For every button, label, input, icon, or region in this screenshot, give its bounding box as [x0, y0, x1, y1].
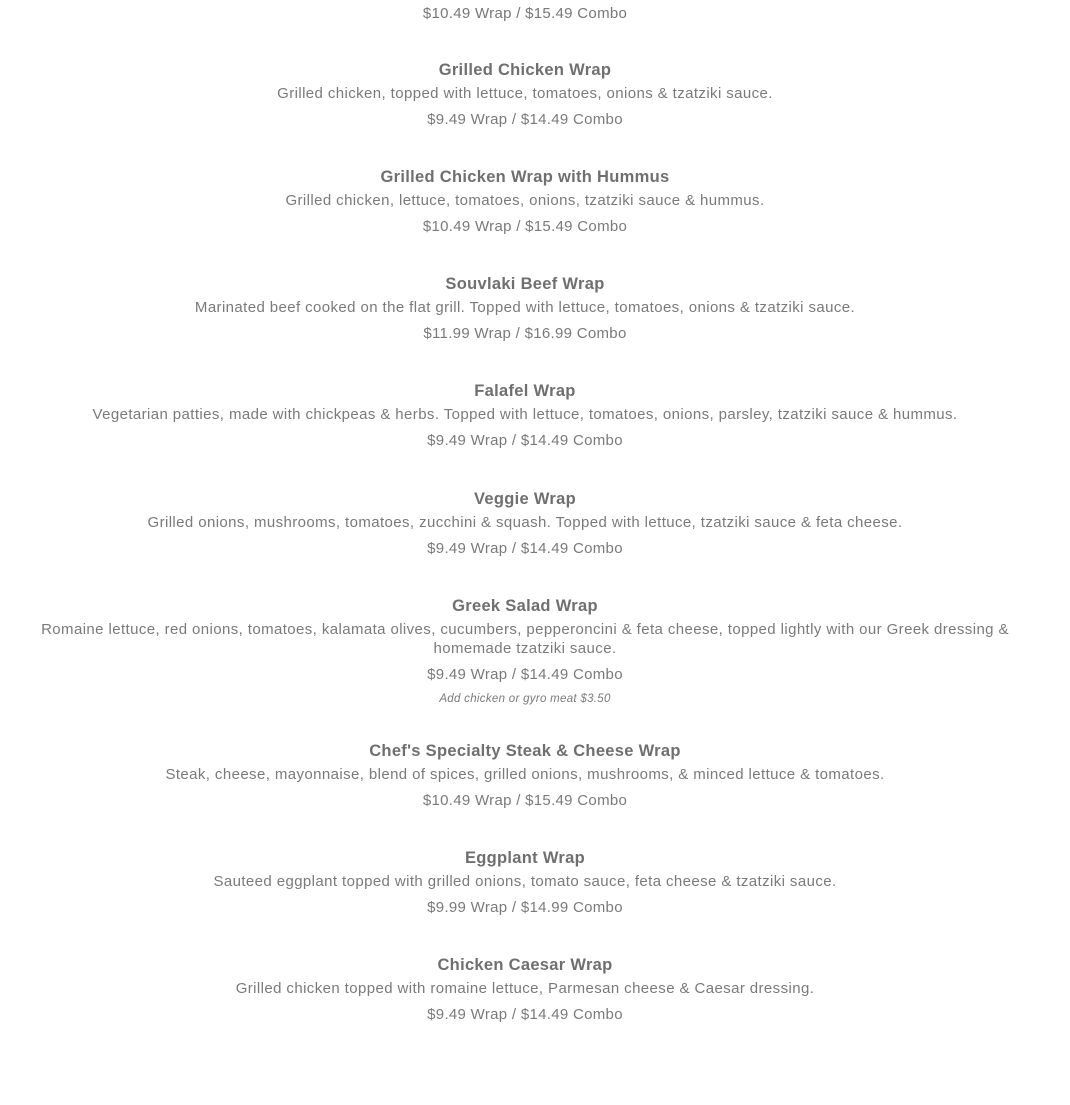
menu-item-souvlaki-beef-wrap — [0, 273, 1050, 344]
item-price: $9.99 Wrap / $14.99 Combo — [427, 899, 623, 916]
item-title: Grilled Chicken Wrap with Hummus — [380, 168, 670, 186]
item-price: $10.49 Wrap / $15.49 Combo — [422, 218, 628, 235]
menu-item-eggplant-wrap — [0, 847, 1050, 918]
item-title: Chef's Specialty Steak & Cheese Wrap — [369, 742, 681, 760]
item-title: Grilled Chicken Wrap — [438, 61, 612, 79]
menu-item-greek-salad-wrap — [0, 595, 1050, 707]
previous-item-price: $10.49 Wrap / $15.49 Combo — [422, 5, 628, 22]
item-price: $9.49 Wrap / $14.49 Combo — [427, 1006, 623, 1023]
item-price: $10.49 Wrap / $15.49 Combo — [422, 792, 628, 809]
item-title: Greek Salad Wrap — [452, 597, 598, 615]
item-description: Marinated beef cooked on the flat grill. Topped with lettuce, tomatoes, onions & tzatziki sauce. — [194, 299, 856, 316]
item-description: Steak, cheese, mayonnaise, blend of spices, grilled onions, mushrooms, & minced lettuce & tomatoes. — [165, 766, 885, 783]
menu-item-veggie-wrap — [0, 488, 1050, 559]
item-price: $9.49 Wrap / $14.49 Combo — [427, 666, 623, 683]
menu-item-chefs-specialty-steak-cheese-wrap — [0, 740, 1050, 811]
menu-item-falafel-wrap — [0, 380, 1050, 451]
item-title: Chicken Caesar Wrap — [437, 956, 613, 974]
item-description: Grilled chicken topped with romaine lettuce, Parmesan cheese & Caesar dressing. — [235, 980, 815, 997]
item-price: $11.99 Wrap / $16.99 Combo — [423, 325, 627, 342]
item-description: Sauteed eggplant topped with grilled onions, tomato sauce, feta cheese & tzatziki sauce. — [213, 873, 837, 890]
item-description: Vegetarian patties, made with chickpeas & herbs. Topped with lettuce, tomatoes, onions, parsley, tzatziki sauce & hummus. — [92, 406, 958, 423]
item-description: Grilled onions, mushrooms, tomatoes, zucchini & squash. Topped with lettuce, tzatziki sauce & feta cheese. — [147, 514, 903, 531]
item-title: Eggplant Wrap — [464, 849, 585, 867]
item-description: Romaine lettuce, red onions, tomatoes, kalamata olives, cucumbers, pepperoncini & feta cheese, topped lightly with our Greek dressing & homemade tzatziki sauce. — [41, 621, 1009, 657]
item-title: Veggie Wrap — [473, 490, 577, 508]
item-price: $9.49 Wrap / $14.49 Combo — [427, 111, 623, 128]
menu-item-chicken-caesar-wrap — [0, 954, 1050, 1025]
item-price: $9.49 Wrap / $14.49 Combo — [427, 432, 623, 449]
menu-item-grilled-chicken-wrap — [0, 59, 1050, 130]
item-title: Falafel Wrap — [474, 382, 576, 400]
item-title: Souvlaki Beef Wrap — [445, 275, 605, 293]
menu-item-grilled-chicken-wrap-hummus — [0, 166, 1050, 237]
item-description: Grilled chicken, lettuce, tomatoes, onions, tzatziki sauce & hummus. — [285, 192, 765, 209]
item-price: $9.49 Wrap / $14.49 Combo — [427, 540, 623, 557]
item-description: Grilled chicken, topped with lettuce, tomatoes, onions & tzatziki sauce. — [277, 85, 773, 102]
item-add-on-note: Add chicken or gyro meat $3.50 — [439, 693, 611, 705]
